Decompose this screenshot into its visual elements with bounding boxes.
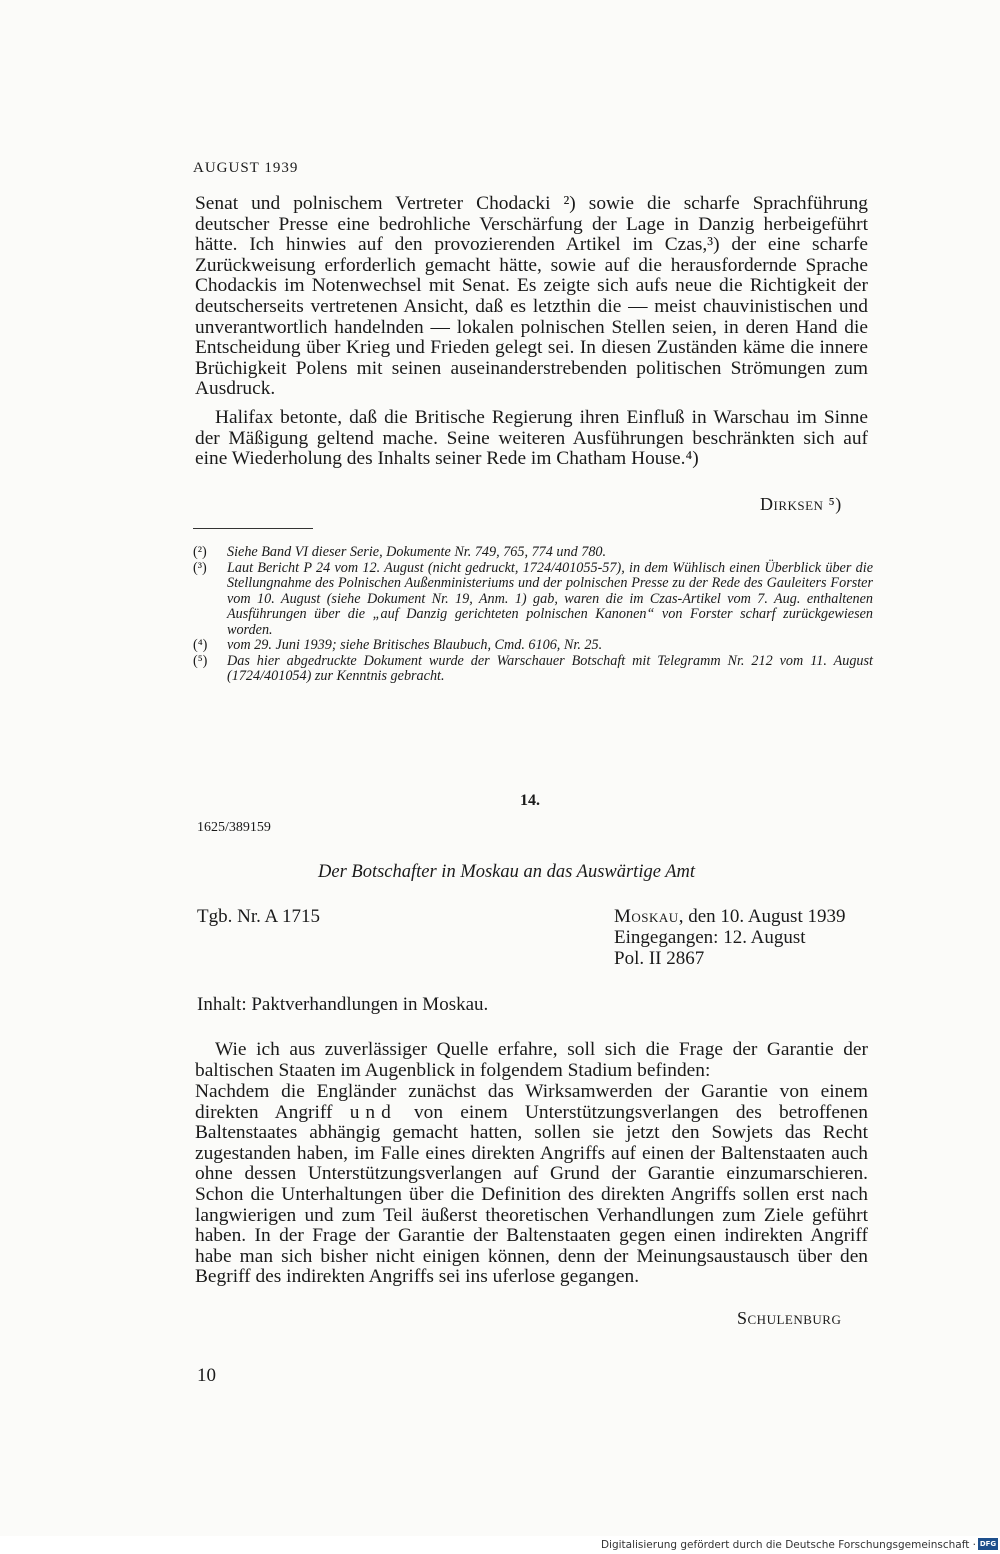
footnote-number: (²) — [193, 544, 207, 560]
subject-line: Inhalt: Paktverhandlungen in Moskau. — [197, 994, 489, 1015]
paragraph: Halifax betonte, daß die Britische Regierung ihren Einfluß in Warschau im Sinne der Mäßigung geltend mache. Seine weiteren Ausführungen beschränkten sich auf eine Wiederholung des Inhalts seiner Rede im Chatham House.⁴) — [195, 407, 868, 470]
document-number: 14. — [520, 792, 540, 809]
paragraph: Senat und polnischem Vertreter Chodacki ²) sowie die scharfe Sprachführung deutscher Presse eine bedrohliche Verschärfung der Lage in Danzig herbeigeführt hätte. Ich hinwies auf den provozierenden Artikel im Czas,³) der eine scharfe Zurückweisung erforderlich gemacht hätte, sowie auf die herausfordernde Sprache Chodackis im Notenwechsel mit Senat. Es zeigte sich aufs neue die Richtigkeit der deutscherseits vertretenen Ansicht, daß es letzthin die — meist chauvinistischen und unverantwortlich handelnden — lokalen polnischen Stellen seien, in deren Hand die Entscheidung über Krieg und Frieden gelegt sei. In diesen Zuständen käme die innere Brüchigkeit Polens mit seinen auseinanderstrebenden politischen Strömungen zum Ausdruck. — [195, 193, 868, 400]
footnote — [193, 638, 873, 654]
date-block — [614, 906, 845, 969]
footnote-number: (⁵) — [193, 652, 208, 669]
film-number: 1625/389159 — [197, 820, 271, 835]
footnote-rule — [193, 528, 313, 529]
running-head: AUGUST 1939 — [193, 160, 299, 176]
footnote — [193, 561, 873, 639]
emphasized-word: und — [349, 1101, 397, 1123]
received-line: Eingegangen: 12. August — [614, 927, 806, 948]
main-paragraph — [195, 1082, 868, 1288]
intro-paragraph — [195, 1040, 868, 1081]
date: , den 10. August 1939 — [678, 906, 846, 927]
paragraph-part: von einem Unterstützungsverlangen des betroffenen Baltenstaates abhängig gemacht hatten, sollen sie jetzt den Sowjets das Recht zugestanden haben, im Falle eines direkten Angriffs auf einen der Baltenstaaten auch ohne dessen Unterstützungsverlangen auf Grund der Garantie einzumarschieren. Schon die Unterhaltungen über die Definition des direkten Angriffs sollen erst nach langwierigen und zum Teil äußerst theoretischen Verhandlungen zum Ziele geführt haben. In der Frage der Garantie der Baltenstaaten gegen einen indirekten Angriff habe man sich bisher nicht einigen können, denn der Meinungsaustausch über den Begriff des indirekten Angriffs sei ins uferlose gegangen. — [195, 1101, 868, 1288]
footnote — [193, 545, 873, 561]
place-date-line — [614, 906, 845, 927]
signature-dirksen: Dirksen ⁵) — [760, 494, 842, 514]
footnote-text: vom 29. Juni 1939; siehe Britisches Blaubuch, Cmd. 6106, Nr. 25. — [227, 637, 603, 653]
place: Moskau — [614, 906, 679, 927]
footnote-text: Siehe Band VI dieser Serie, Dokumente Nr. 749, 765, 774 und 780. — [227, 544, 607, 560]
journal-number: Tgb. Nr. A 1715 — [197, 906, 320, 927]
funding-note: Digitalisierung gefördert durch die Deutsche Forschungsgemeinschaft · — [600, 1539, 976, 1551]
signature-schulenburg: Schulenburg — [737, 1308, 842, 1328]
footnote-text: Laut Bericht P 24 vom 12. August (nicht gedruckt, 1724/401055-57), in dem Wühlisch einen Überblick über die Stellungnahme des Polnischen Außenministeriums und der polnischen Presse zu der Rede des Gauleiters Forster vom 10. August (siehe Dokument Nr. 19, Anm. 1) gab, waren die im Czas-Artikel vom 7. Aug. enthaltenen Ausführungen über die „auf Danzig gerichteten polnischen Kanonen“ von Forster scharf zurückgewiesen worden. — [227, 559, 873, 638]
paragraph — [195, 1082, 868, 1288]
footnote-number: (³) — [193, 559, 207, 576]
halifax-paragraph — [195, 408, 868, 470]
footnote-text: Das hier abgedruckte Dokument wurde der Warschauer Botschaft mit Telegramm Nr. 212 vom 11. August (1724/401054) zur Kenntnis gebracht. — [227, 652, 873, 684]
footnotes — [193, 545, 873, 685]
footnote — [193, 654, 873, 685]
footnote-number: (⁴) — [193, 637, 208, 653]
page-number: 10 — [197, 1365, 216, 1386]
pol-reference: Pol. II 2867 — [614, 948, 705, 969]
dfg-logo: DFG — [979, 1540, 997, 1548]
document-title: Der Botschafter in Moskau an das Auswärtige Amt — [318, 862, 696, 882]
paragraph: Wie ich aus zuverlässiger Quelle erfahre, soll sich die Frage der Garantie der baltischen Staaten im Augenblick in folgendem Stadium befinden: — [195, 1039, 868, 1081]
paragraph-part: Nachdem die Engländer zunächst das Wirksamwerden der Garantie von einem direkten Angriff — [195, 1081, 868, 1123]
continued-paragraph — [195, 194, 868, 400]
